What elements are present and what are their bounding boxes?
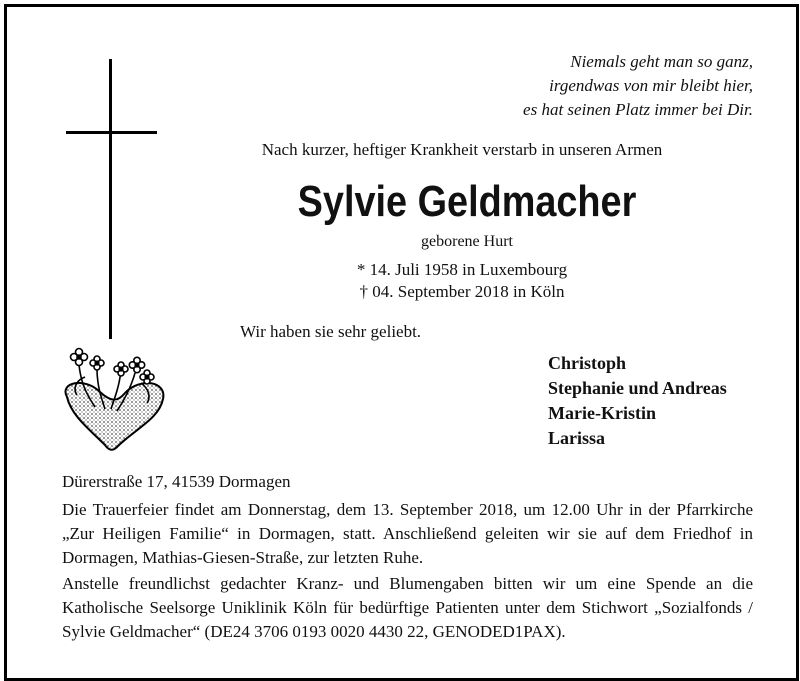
poem-line-1: Niemals geht man so ganz,	[570, 52, 753, 71]
heart-with-flowers-icon	[55, 337, 175, 452]
cross-icon-horizontal	[66, 131, 157, 134]
deceased-name: Sylvie Geldmacher	[297, 177, 637, 226]
family-member: Marie-Kristin	[548, 403, 656, 423]
poem	[487, 50, 753, 122]
loved-line: Wir haben sie sehr geliebt.	[240, 322, 422, 341]
family-member: Stephanie und Andreas	[548, 378, 727, 398]
birth-date: * 14. Juli 1958 in Luxembourg	[356, 260, 568, 279]
address: Dürerstraße 17, 41539 Dormagen	[62, 472, 291, 491]
family-member: Christoph	[548, 353, 627, 373]
obituary-card	[4, 4, 799, 681]
intro-text: Nach kurzer, heftiger Krankheit verstarb in unseren Armen	[261, 140, 663, 159]
born-name: geborene Hurt	[421, 233, 513, 250]
funeral-info-paragraph: Die Trauerfeier findet am Donnerstag, dem 13. September 2018, um 12.00 Uhr in der Pfarrkirche „Zur Heiligen Familie“ in Dormagen, statt. Anschließend geleiten wir sie auf dem Friedhof in Dormagen, Mathias-Giesen-Straße, zur letzten Ruhe.	[62, 500, 753, 567]
family-member: Larissa	[548, 428, 606, 448]
poem-line-2: irgendwas von mir bleibt hier,	[549, 76, 753, 95]
death-date: † 04. September 2018 in Köln	[359, 282, 565, 301]
family-list	[548, 351, 727, 451]
donation-paragraph: Anstelle freundlichst gedachter Kranz- und Blumengaben bitten wir um eine Spende an die Katholische Seelsorge Uniklinik Köln für bedürftige Patienten unter dem Stichwort „Sozialfonds / Sylvie Geldmacher“ (DE24 3706 0193 0020 4430 22, GENODED1PAX).	[62, 574, 753, 641]
poem-line-3: es hat seinen Platz immer bei Dir.	[523, 100, 753, 119]
